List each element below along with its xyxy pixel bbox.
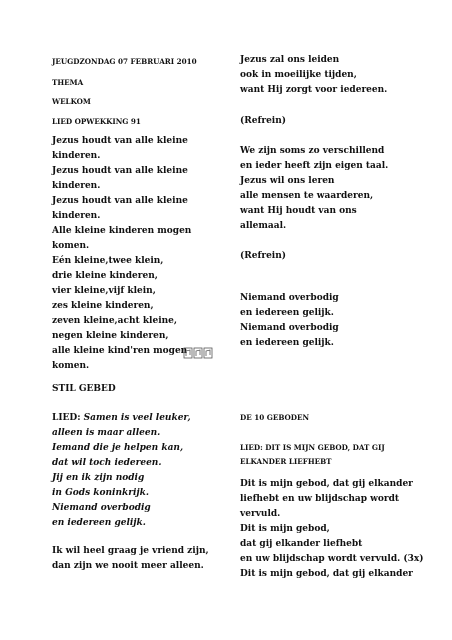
- song-line: Jezus zal ons leiden: [240, 55, 340, 65]
- music-notes-icon: [183, 346, 213, 360]
- song-line: Dit is mijn gebod, dat gij elkander: [240, 479, 413, 489]
- song-line: en iedereen gelijk.: [240, 338, 334, 348]
- lied3-title-line: ELKANDER LIEFHEBT: [240, 457, 332, 466]
- song-line: drie kleine kinderen,: [52, 271, 158, 281]
- song-line: allemaal.: [240, 221, 287, 231]
- song-line: Iemand die je helpen kan,: [52, 443, 184, 453]
- song-line: zes kleine kinderen,: [52, 301, 154, 311]
- song-line: vervuld.: [240, 509, 281, 519]
- song-line: alle mensen te waarderen,: [240, 191, 374, 201]
- song-line: Jezus houdt van alle kleine: [52, 166, 188, 176]
- welkom-heading: WELKOM: [52, 97, 91, 106]
- thema-heading: THEMA: [52, 78, 84, 87]
- song-line: kinderen.: [52, 181, 101, 191]
- song-line: Niemand overbodig: [52, 503, 151, 513]
- song-line: Eén kleine,twee klein,: [52, 256, 164, 266]
- song-line: alleen is maar alleen.: [52, 428, 161, 438]
- song-line: zeven kleine,acht kleine,: [52, 316, 178, 326]
- lied3-title-line: LIED: DIT IS MIJN GEBOD, DAT GIJ: [240, 443, 385, 452]
- song-line: en uw blijdschap wordt vervuld. (3x): [240, 554, 424, 564]
- song-line: We zijn soms zo verschillend: [240, 146, 385, 156]
- song-line: en ieder heeft zijn eigen taal.: [240, 161, 389, 171]
- song-line: ook in moeilijke tijden,: [240, 70, 357, 80]
- song-line: Jezus houdt van alle kleine: [52, 136, 188, 146]
- song-line: Niemand overbodig: [240, 323, 339, 333]
- song-line: vier kleine,vijf klein,: [52, 286, 156, 296]
- song-line: want Hij houdt van ons: [240, 206, 357, 216]
- lied2-first-line: [52, 412, 191, 424]
- refrein-label: (Refrein): [240, 251, 287, 261]
- lied-label: LIED:: [52, 413, 81, 423]
- song-line: negen kleine kinderen,: [52, 331, 169, 341]
- song-line: kinderen.: [52, 151, 101, 161]
- song-line: alle kleine kind'ren mogen: [52, 346, 188, 356]
- lied-opwekking-heading: LIED OPWEKKING 91: [52, 117, 141, 126]
- song-line: dan zijn we nooit meer alleen.: [52, 561, 204, 571]
- song-line: Samen is veel leuker,: [83, 413, 191, 423]
- song-line: en iedereen gelijk.: [52, 518, 146, 528]
- song-line: dat wil toch iedereen.: [52, 458, 162, 468]
- song-line: en iedereen gelijk.: [240, 308, 334, 318]
- song-line: Alle kleine kinderen mogen: [52, 226, 192, 236]
- song-line: Ik wil heel graag je vriend zijn,: [52, 546, 209, 556]
- song-line: liefhebt en uw blijdschap wordt: [240, 494, 400, 504]
- song-line: dat gij elkander liefhebt: [240, 539, 363, 549]
- geboden-heading: DE 10 GEBODEN: [240, 413, 310, 422]
- song-line: kinderen.: [52, 211, 101, 221]
- song-line: Dit is mijn gebod, dat gij elkander: [240, 569, 413, 579]
- song-line: Dit is mijn gebod,: [240, 524, 330, 534]
- song-line: komen.: [52, 361, 90, 371]
- song-line: want Hij zorgt voor iedereen.: [240, 85, 388, 95]
- song-line: in Gods koninkrijk.: [52, 488, 150, 498]
- song-line: Jezus houdt van alle kleine: [52, 196, 188, 206]
- date-heading: JEUGDZONDAG 07 FEBRUARI 2010: [52, 57, 197, 66]
- refrein-label: (Refrein): [240, 116, 287, 126]
- song-line: komen.: [52, 241, 90, 251]
- song-line: Jezus wil ons leren: [240, 176, 335, 186]
- song-line: Jij en ik zijn nodig: [52, 473, 145, 483]
- stil-gebed-heading: STIL GEBED: [52, 384, 116, 394]
- song-line: Niemand overbodig: [240, 293, 339, 303]
